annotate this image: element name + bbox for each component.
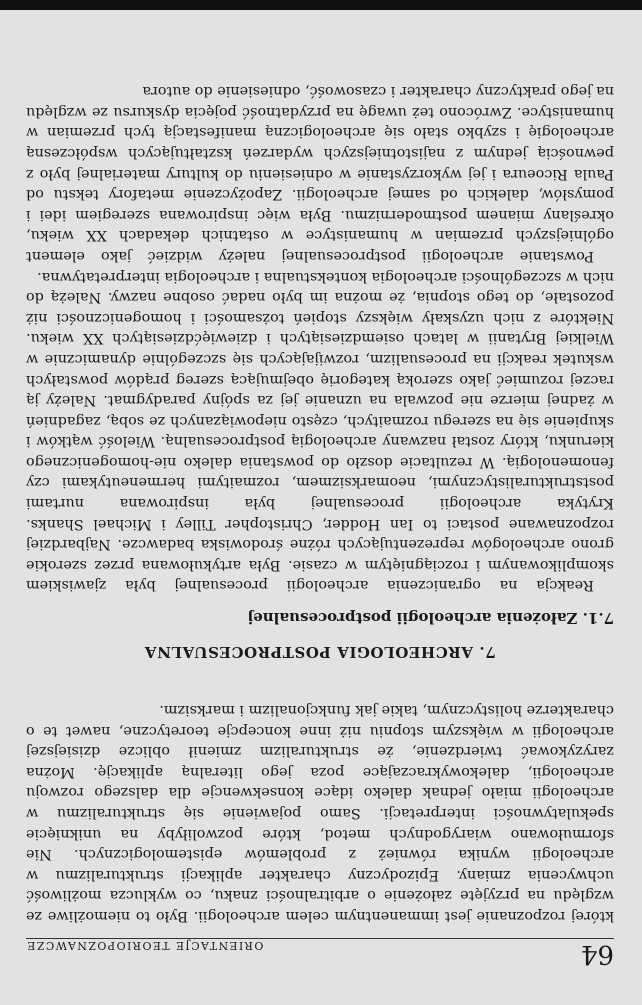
running-title: ORIENTACJE TEORIOPOZNAWCZE (26, 939, 264, 952)
body-paragraph-2: Powstanie archeologii postprocesualnej należy widzieć jako element ogólniejszych przemian w humanistyce w ostatnich dekadach XX wieku, określany mianem postmodernizmu. Była więc inspirowana szeregiem idei i pomysłów, dalekich od samej archeologii. Zapożyczenie metafory tekstu od Paula Ricoeura i jej wykorzystanie w odniesieniu do kultury materialnej było z pewnością jednym z najistotniejszych wydarzeń kształtujących współczesną archeologię i szybko stało się archeologiczną manifestacją tych przemian w humanistyce. Zwrócono też uwagę na przydatność pojęcia dyskursu ze względu na jego praktyczny charakter i czasowość, odniesienie do autora (26, 83, 614, 264)
page-number: 64 (580, 939, 614, 969)
chapter-heading: 7. ARCHEOLOGIA POSTPROCESUALNA (144, 643, 496, 662)
section-heading: 7.1. Założenia archeologii postprocesualnej (247, 609, 614, 628)
running-header (26, 938, 614, 977)
intro-paragraph: której rozpoznanie jest immanentnym celem archeologii. Było to niemożliwe ze względu na przyjęte założenie o arbitralności znaku, co wyklucza możliwość uchwycenia zmiany. Epizodyczny charakter aplikacji strukturalizmu w archeologii wynika również z problemów epistemologicznych. Nie sformułowano wiarygodnych metod, które pozwoliłyby na uniknięcie spekulatywności interpretacji. Samo pojawienie się strukturalizmu w archeologii miało jednak daleko idące konsekwencje dla dalszego rozwoju archeologii, dalekowykraczające poza jego literalną aplikację. Można zaryzykować twierdzenie, że strukturalizm zmienił oblicze dzisiejszej archeologii w większym stopniu niż inne koncepcje teoretyczne, nawet te o charakterze holistycznym, takie jak funkcjonalizm i marksizm. (26, 702, 614, 924)
scan-border (0, 0, 642, 10)
book-page (26, 81, 614, 977)
body-paragraph-1: Reakcja na ograniczenia archeologii procesualnej była zjawiskiem skomplikowanym i rozciągniętym w czasie. Była artykułowana przez szerokie grono archeologów reprezentujących różne środowiska badawcze. Najbardziej rozpoznawane postaci to Ian Hodder, Christopher Tilley i Michael Shanks. Krytyka archeologii procesualnej była inspirowana nurtami poststrukturalistycznymi, neomarksizmem, rozmaitymi hermeneutykami czy fenomenologią. W rezultacie doszło do powstania daleko nie-homogenicznego kierunku, który został nazwany archeologią postprocesualną. Wielość wątków i skupienie się na szeregu rozmaitych, często niepowiązanych ze sobą, zagadnień w żadnej mierze nie pozwala na uznanie jej za spójny paradygmat. Należy ją raczej rozumieć jako szeroką kategorię obejmującą szereg prądów powstałych wskutek reakcji na procesualizm, rozwijających się szczególnie dynamicznie w Wielkiej Brytanii w latach osiemdziesiątych i dziewięćdziesiątych XX wieku. Niektóre z nich uzyskały większy stopień tożsamości i homogeniczności niż pozostałe, do tego stopnia, że można im było nadać osobne nazwy. Należą do nich w szczególności archeologia kontekstualna i archeologia interpretatywna. (26, 268, 614, 594)
